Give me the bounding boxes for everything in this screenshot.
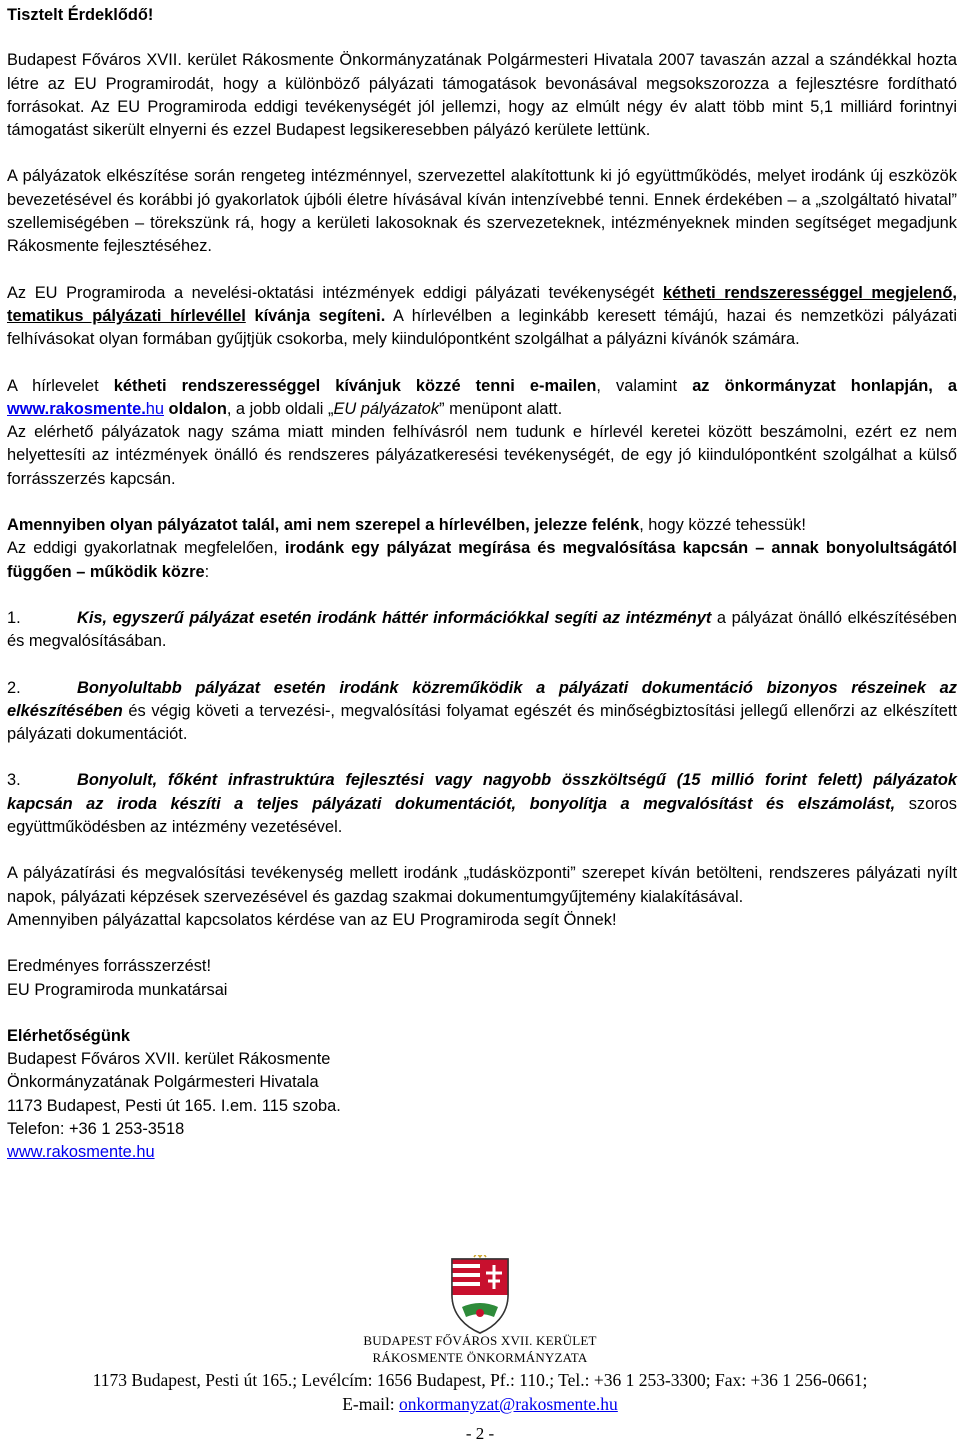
newsletter-text-3: A hírlevélben a leginkább keresett témájú, hazai és nemzetközi pályázati felhívásokat olyan formában gyűjtjük csokorba, mely kiindulópontként szolgálhat a pályázni kívánók számára. — [7, 306, 957, 349]
newsletter-text-1: Az EU Programiroda a nevelési-oktatási intézmények eddigi pályázati tevékenységét — [7, 283, 663, 302]
intro-part-1: Budapest Főváros XVII. kerület Rákosmente Önkormányzatának Polgármesteri Hivatala 2007 tavaszán azzal a szándékkal hozta létre az EU Programirodát, hogy a különböző pályázati támogatások bevonásával megsokszorozza a fejlesztésre fordítható forrásokat. — [7, 51, 957, 116]
footer-address-line: 1173 Budapest, Pesti út 165.; Levélcím: 1656 Budapest, Pf.: 110.; Tel.: +36 1 253-3300; Fax: +36 1 256-0661; — [92, 1370, 868, 1390]
contact-line-4: Telefon: +36 1 253-3518 — [7, 1119, 185, 1138]
rakosmente-link[interactable]: www.rakosmente. — [7, 399, 146, 418]
list-item-3 — [7, 769, 957, 839]
list-item-text: szoros együttműködésben az intézmény vezetésével. — [7, 794, 957, 837]
paragraph-newsletter — [7, 282, 957, 352]
list-item-text: a pályázat önálló elkészítésében és megvalósításában. — [7, 608, 957, 651]
paragraph-intro — [7, 49, 957, 142]
footer-email-line — [0, 1392, 960, 1416]
contact-line-3: 1173 Budapest, Pesti út 165. I.em. 115 szoba. — [7, 1096, 341, 1115]
publication-text-2: , valamint — [596, 376, 693, 395]
notify-emphasis: Amennyiben olyan pályázatot talál, ami nem szerepel a hírlevélben, jelezze felénk — [7, 516, 640, 535]
contact-title — [7, 1025, 957, 1048]
list-item-1 — [7, 607, 957, 654]
footer-org-line-1: BUDAPEST FŐVÁROS XVII. KERÜLET — [363, 1333, 597, 1348]
contact-heading: Elérhetőségünk — [7, 1026, 130, 1045]
closing-wish: Eredményes forrásszerzést! — [7, 957, 212, 976]
paragraph-help: Amennyiben pályázattal kapcsolatos kérdése van az EU Programiroda segít Önnek! — [7, 910, 617, 929]
publication-emphasis-1: kétheti rendszerességgel kívánjuk közzé tenni e-mailen — [113, 376, 597, 395]
greeting: Tisztelt Érdeklődő! — [7, 6, 154, 24]
practice-text-2: : — [204, 562, 210, 581]
contact-website — [7, 1141, 957, 1164]
footer-org-line-2: RÁKOSMENTE ÖNKORMÁNYZATA — [372, 1350, 588, 1365]
intro-part-2: Az EU Programiroda eddigi tevékenységét jól jellemzi, hogy az elmúlt négy év alatt több mint 5,1 milliárd forintnyi támogatást sikerült elnyerni és ezzel Budapest legsikeresebben pályázó kerülete lettünk. — [7, 97, 957, 140]
list-number: 3. — [7, 771, 21, 790]
newsletter-emphasis: kétheti rendszerességgel megjelenő, tematikus pályázati hírlevéllel — [7, 283, 957, 325]
contact-line-1: Budapest Főváros XVII. kerület Rákosmente — [7, 1050, 331, 1069]
list-item-2 — [7, 677, 957, 747]
paragraph-notify — [7, 514, 957, 537]
publication-emphasis-3: oldalon — [164, 399, 227, 418]
publication-text-1: A hírlevelet — [7, 376, 114, 395]
website-link[interactable]: www.rakosmente.hu — [7, 1143, 155, 1162]
paragraph-cooperation: A pályázatok elkészítése során rengeteg intézménnyel, szervezettel alakítottunk ki jó együttműködés, melyet irodánk új eszközök bevezetésével és korábbi jó gyakorlatok újbóli életre hívásával kíván intenzívebbé tenni. Ennek érdekében – a „szolgáltató hivatal” szellemiségében – törekszünk rá, hogy a kerületi lakosoknak és szervezeteknek, intézményeknek minden segítséget megadjunk Rákosmente fejlesztéséhez. — [7, 167, 957, 256]
page-number: - 2 - — [465, 1424, 495, 1443]
contact-line-2: Önkormányzatának Polgármesteri Hivatala — [7, 1073, 319, 1092]
list-number: 2. — [7, 678, 21, 697]
municipality-crest-icon — [448, 1255, 512, 1335]
letter-body — [7, 4, 957, 1165]
menu-item-name: EU pályázatok — [333, 399, 440, 418]
paragraph-knowledge-center: A pályázatírási és megvalósítási tevékenység mellett irodánk „tudásközponti” szerepet kíván betölteni, rendszeres pályázati nyílt napok, pályázati képzések szervezésével és gazdag szakmai dokumentumgyűjtemény kialakításával. — [7, 864, 957, 906]
footer-email-label: E-mail: — [342, 1394, 400, 1414]
publication-emphasis-2: az önkormányzat honlapján, a — [692, 376, 957, 395]
practice-emphasis: irodánk egy pályázat megírása és megvalósítása kapcsán – annak bonyolultságától függően – működik közre — [7, 539, 957, 581]
list-item-emphasis: Bonyolultabb pályázat esetén irodánk közreműködik a pályázati dokumentáció bizonyos részeinek az elkészítésében — [7, 678, 957, 720]
list-item-emphasis: Kis, egyszerű pályázat esetén irodánk háttér információkkal segíti az intézményt — [77, 608, 712, 627]
footer-address — [0, 1368, 960, 1416]
closing-signature: EU Programiroda munkatársai — [7, 980, 228, 999]
list-item-emphasis: Bonyolult, főként infrastruktúra fejlesztési vagy nagyobb összköltségű (15 millió forint felett) pályázatok kapcsán az iroda készíti a teljes pályázati dokumentációt, bonyolítja a megvalósítást és elszámolást, — [7, 771, 957, 813]
list-item-text: és végig követi a tervezési-, megvalósítási folyamat egészét és minőségbiztosítási jellegű ellenőrzi az elkészített pályázati dokumentációt. — [7, 701, 957, 744]
paragraph-publication — [7, 375, 957, 422]
notify-text: , hogy közzé tehessük! — [639, 516, 806, 535]
publication-text-4: ” menüpont alatt. — [439, 399, 563, 418]
footer-email-link[interactable]: onkormanyzat@rakosmente.hu — [399, 1394, 618, 1414]
paragraph-availability: Az elérhető pályázatok nagy száma miatt minden felhívásról nem tudunk e hírlevél keretei között beszámolni, ezért ez nem helyettesíti az intézmények önálló és rendszeres pályázatkeresési tevékenységét, de egy jó kiindulópontként szolgálhat a külső forrásszerzés kapcsán. — [7, 423, 957, 488]
rakosmente-link-tld[interactable]: hu — [145, 399, 164, 418]
newsletter-text-2: kívánja segíteni. — [245, 306, 386, 325]
practice-text-1: Az eddigi gyakorlatnak megfelelően, — [7, 539, 285, 558]
list-number: 1. — [7, 608, 21, 627]
footer-organization — [0, 1332, 960, 1366]
publication-text-3: , a jobb oldali „ — [226, 399, 334, 418]
paragraph-practice — [7, 537, 957, 584]
